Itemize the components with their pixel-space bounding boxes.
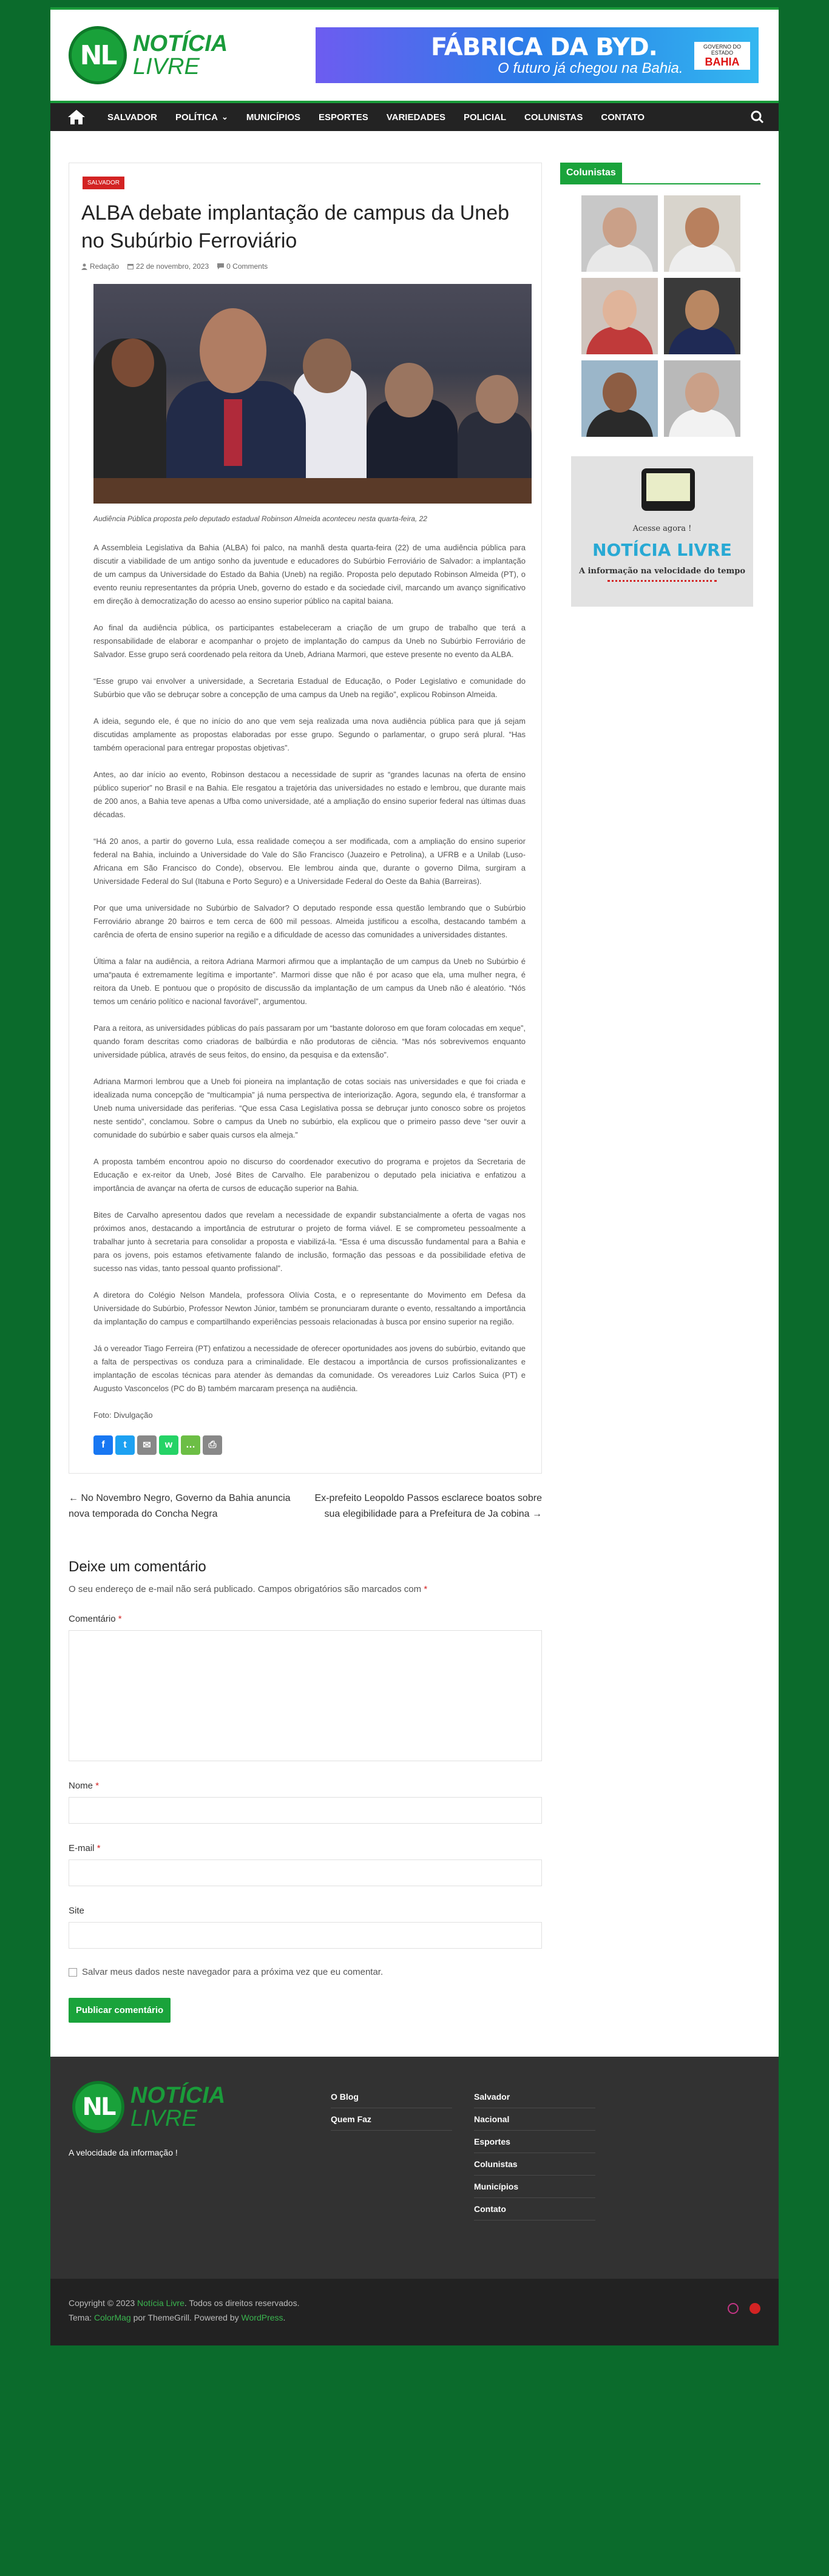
email-share-button[interactable]: ✉ bbox=[137, 1435, 157, 1455]
theme-prefix: Tema: bbox=[69, 2313, 92, 2322]
twitter-share-button[interactable]: t bbox=[115, 1435, 135, 1455]
name-label-text: Nome bbox=[69, 1781, 93, 1791]
main-area bbox=[50, 131, 779, 2023]
comment-heading: Deixe um comentário bbox=[69, 1559, 206, 1575]
required-asterisk: * bbox=[96, 1843, 101, 1853]
theme-link[interactable]: ColorMag bbox=[94, 2313, 131, 2322]
comment-form bbox=[69, 1559, 542, 2023]
comment-label bbox=[69, 1614, 542, 1624]
ad-line-1: Acesse agora ! bbox=[632, 524, 692, 533]
footer-tagline: A velocidade da informação ! bbox=[69, 2148, 178, 2157]
article-paragraph: “Há 20 anos, a partir do governo Lula, essa realidade começou a ser modificada, com a ampliação do ensino superior federal na Bahia, incluindo a Universidade do Vale do São Francisco (Juazeiro e Petrolina), a UFRB e a Unilab (Luso-Africana em São Francisco do Conde), observou. Ele lembrou ainda que, durante o governo Dilma, surgiram a Universidade Federal do Sul (Itabuna e Porto Seguro) e a Universidade Federal do Oeste da Bahia (Barreiras). bbox=[93, 837, 526, 886]
footer-link[interactable]: Salvador bbox=[474, 2086, 595, 2108]
nav-item-policial[interactable]: POLICIAL bbox=[463, 112, 506, 123]
site-label: Site bbox=[69, 1906, 84, 1916]
previous-post-link[interactable] bbox=[69, 1491, 305, 1522]
banner-badge bbox=[694, 42, 750, 70]
theme-middle: por ThemeGrill. Powered by bbox=[133, 2313, 239, 2322]
category-badge[interactable]: SALVADOR bbox=[83, 177, 124, 189]
author-name: Redação bbox=[90, 262, 120, 271]
comment-label-text: Comentário bbox=[69, 1614, 116, 1624]
photo-person-shape bbox=[303, 339, 351, 393]
footer-bottom-bar bbox=[50, 2279, 779, 2345]
photo-credit: Foto: Divulgação bbox=[93, 1411, 153, 1420]
required-asterisk: * bbox=[424, 1584, 428, 1594]
photo-person-shape bbox=[476, 375, 518, 423]
comment-note-text: O seu endereço de e-mail não será publicado. Campos obrigatórios são marcados com bbox=[69, 1584, 422, 1594]
site-input[interactable] bbox=[69, 1922, 542, 1949]
wordpress-link[interactable]: WordPress bbox=[241, 2313, 283, 2322]
name-input[interactable] bbox=[69, 1797, 542, 1824]
save-info-row bbox=[69, 1967, 542, 1977]
ad-line-2: NOTÍCIA LIVRE bbox=[592, 540, 732, 560]
instagram-icon[interactable] bbox=[728, 2303, 739, 2314]
nav-item-variedades[interactable]: VARIEDADES bbox=[386, 112, 445, 123]
copyright-line bbox=[69, 2296, 299, 2310]
article-paragraph: “Esse grupo vai envolver a universidade, a Secretaria Estadual de Educação, o Poder Legislativo e comunidade do Subúrbio que vão se debruçar sobre a concepção de uma campus da Uneb na região”, explicou Robinson Almeida. bbox=[93, 676, 526, 699]
header-top bbox=[50, 7, 779, 101]
nav-item-contato[interactable]: CONTATO bbox=[601, 112, 645, 123]
site-footer bbox=[50, 2057, 779, 2279]
search-icon[interactable] bbox=[748, 108, 766, 126]
footer-link[interactable]: Quem Faz bbox=[331, 2108, 452, 2131]
article-paragraph: A ideia, segundo ele, é que no início do ano que vem seja realizada uma nova audiência pública para que já sejam discutidas amplamente as propostas elaboradas por esse grupo. Segundo o parlamentar, o grupo será plural. “Has também operacional para entregar propostas objetivas”. bbox=[93, 716, 526, 752]
social-icons bbox=[728, 2303, 760, 2314]
copyright-prefix: Copyright © 2023 bbox=[69, 2298, 135, 2308]
submit-comment-button[interactable]: Publicar comentário bbox=[69, 1998, 171, 2023]
theme-end: . bbox=[283, 2313, 286, 2322]
next-post-title: Ex-prefeito Leopoldo Passos esclarece boatos sobre sua elegibilidade para a Prefeitura de Ja cobina bbox=[314, 1493, 542, 1519]
logo-line-2: LIVRE bbox=[133, 54, 200, 79]
article-paragraph: Antes, ao dar início ao evento, Robinson destacou a necessidade de suprir as “grandes lacunas na oferta de ensino público superior” no Brasil e na Bahia. Ele resgatou a trajetória das universidades no estado e lembrou, que durante mais de 200 anos, a Bahia teve apenas a Ufba como universidade, até a ampliação do ensino superior federal nas últimas duas décadas. bbox=[93, 770, 526, 819]
banner-headline: FÁBRICA DA BYD. bbox=[431, 33, 657, 61]
nav-item-politica[interactable] bbox=[175, 112, 228, 123]
article bbox=[69, 163, 542, 1474]
logo-line-1: NOTÍCIA bbox=[133, 31, 228, 56]
article-meta bbox=[81, 262, 526, 271]
comment-note bbox=[69, 1584, 542, 1594]
columnist-photo[interactable] bbox=[664, 360, 740, 437]
logo-badge: NL bbox=[69, 26, 127, 84]
header-ad-banner[interactable] bbox=[316, 27, 759, 83]
article-paragraph: Por que uma universidade no Subúrbio de Salvador? O deputado responde essa questão lembrando que o Subúrbio Ferroviário abrange 20 bairros e tem cerca de 600 mil pessoas. Almeida justificou a escolha, destacando também a carência de oferta de ensino superior na região e a dificuldade de acesso das comunidades a universidades distantes. bbox=[93, 903, 526, 939]
photo-caption: Audiência Pública proposta pelo deputado estadual Robinson Almeida aconteceu nesta quarta-feira, 22 bbox=[93, 514, 427, 523]
email-label-text: E-mail bbox=[69, 1843, 95, 1853]
print-share-button[interactable]: ⎙ bbox=[203, 1435, 222, 1455]
comment-icon bbox=[217, 263, 224, 269]
article-body bbox=[93, 541, 526, 1422]
footer-links-col-1 bbox=[331, 2086, 452, 2131]
ad-divider bbox=[607, 580, 717, 582]
photo-desk-shape bbox=[93, 478, 532, 504]
sms-share-button[interactable]: … bbox=[181, 1435, 200, 1455]
theme-line bbox=[69, 2310, 299, 2325]
footer-logo[interactable] bbox=[72, 2081, 225, 2133]
logo-badge: NL bbox=[72, 2081, 124, 2133]
footer-links-col-2 bbox=[474, 2086, 595, 2220]
article-paragraph: A Assembleia Legislativa da Bahia (ALBA) foi palco, na manhã desta quarta-feira (22) de uma audiência pública para discutir a viabilidade de um antigo sonho da juventude e educadores do Subúrbio Ferroviário de Salvador: a implantação de um campus da Universidade do Estado da Bahia (Uneb) na região. Proposta pelo deputado Robinson Almeida (PT), o evento reuniu representantes da própria Uneb, governo do estado e da sociedade civil, marcando um avanço significativo em direção à democratização do acesso ao ensino superior público na capital baiana. bbox=[93, 543, 526, 605]
youtube-icon[interactable] bbox=[749, 2303, 760, 2314]
columnist-photo[interactable] bbox=[664, 278, 740, 354]
main-nav bbox=[50, 101, 779, 131]
date-meta[interactable] bbox=[127, 262, 209, 271]
article-paragraph: A diretora do Colégio Nelson Mandela, professora Olívia Costa, e o representante do Movimento em Defesa da Universidade do Subúrbio, Professor Newton Júnior, também se pronunciaram durante o evento, ressaltando a importância da implantação do campus e compartilhando experiências pessoais relacionadas à busca por ensino superior na região. bbox=[93, 1290, 526, 1326]
nav-item-colunistas[interactable]: COLUNISTAS bbox=[524, 112, 583, 123]
banner-badge-top: GOVERNO DO ESTADO bbox=[703, 44, 741, 56]
footer-link[interactable]: Colunistas bbox=[474, 2153, 595, 2176]
widget-title: Colunistas bbox=[560, 163, 622, 183]
comment-count: 0 Comments bbox=[226, 262, 268, 271]
copyright-site-link[interactable]: Notícia Livre bbox=[137, 2298, 184, 2308]
logo-text bbox=[130, 2084, 225, 2130]
nav-item-esportes[interactable]: ESPORTES bbox=[319, 112, 368, 123]
monitor-icon bbox=[641, 468, 695, 511]
columnist-photo[interactable] bbox=[581, 195, 658, 272]
chevron-down-icon: ⌄ bbox=[221, 112, 228, 121]
calendar-icon bbox=[127, 263, 134, 269]
footer-link[interactable]: Nacional bbox=[474, 2108, 595, 2131]
logo-text bbox=[133, 32, 228, 78]
save-info-label: Salvar meus dados neste navegador para a próxima vez que eu comentar. bbox=[82, 1967, 384, 1977]
email-input[interactable] bbox=[69, 1860, 542, 1886]
logo-line-2: LIVRE bbox=[130, 2106, 197, 2131]
required-asterisk: * bbox=[95, 1781, 100, 1791]
article-paragraph: Adriana Marmori lembrou que a Uneb foi pioneira na implantação de cotas sociais nas universidades e que foi criada e idealizada numa concepção de “multicampia” já numa perspectiva de interiorização. Agora, segundo ela, é transformar a Uneb numa universidade das periferias. “Que essa Casa Legislativa possa se debruçar junto conosco sobre os projetos neste sentido”, conclamou. Sobre o campus da Uneb no subúrbio, ela explicou que o primeiro passo deve “ser ouvir a comunidade do subúrbio e saber quais cursos ela almeja.” bbox=[93, 1077, 526, 1139]
nav-item-politica-label: POLÍTICA bbox=[175, 112, 218, 123]
footer-link[interactable]: O Blog bbox=[331, 2086, 452, 2108]
whatsapp-share-button[interactable]: w bbox=[159, 1435, 178, 1455]
user-icon bbox=[81, 263, 87, 270]
sidebar-ad[interactable] bbox=[571, 456, 753, 607]
photo-person-shape bbox=[200, 308, 266, 393]
banner-subline: O futuro já chegou na Bahia. bbox=[498, 60, 683, 76]
article-paragraph: Ao final da audiência pública, os participantes estabeleceram a criação de um grupo de trabalho que terá a responsabilidade de elaborar e acompanhar o projeto de implantação do campus da Uneb no Subúrbio Ferroviário de Salvador. Esse grupo será coordenado pela reitora da Uneb, Adriana Marmori, que esteve presente no evento da ALBA. bbox=[93, 623, 526, 659]
facebook-share-button[interactable]: f bbox=[93, 1435, 113, 1455]
page bbox=[50, 7, 779, 2345]
next-post-link[interactable] bbox=[305, 1491, 542, 1522]
article-paragraph: Última a falar na audiência, a reitora Adriana Marmori afirmou que a implantação de um campus da Uneb no Subúrbio é uma“pauta é extremamente legítima e importante”. Marmori disse que não é por acaso que ela, uma mulher negra, é reitora da Uneb. E pontuou que o propósito de discussão da implantação de um campus da Uneb não é aleatório. “Nós temos um cenário político e nacional favorável”, argumentou. bbox=[93, 957, 526, 1006]
banner-badge-main: BAHIA bbox=[705, 56, 740, 68]
article-title: ALBA debate implantação de campus da Uneb no Subúrbio Ferroviário bbox=[81, 201, 510, 252]
photo-person-shape bbox=[112, 339, 154, 387]
article-paragraph: A proposta também encontrou apoio no discurso do coordenador executivo do programa e projetos da Secretaria de Educação e ex-reitor da Uneb, José Bites de Carvalho. Ele parabenizou o deputado pela iniciativa e enfatizou a importância de avançar na oferta de cursos de educação superior na Bahia. bbox=[93, 1157, 526, 1193]
email-label bbox=[69, 1843, 542, 1853]
article-paragraph: Já o vereador Tiago Ferreira (PT) enfatizou a necessidade de oferecer oportunidades aos jovens do subúrbio, evitando que a falta de perspectivas os conduza para a criminalidade. Ele destacou a importância de cursos profissionalizantes e implantação de escolas técnicas para atender às demandas da comunidade. Os vereadores Luiz Carlos Suica (PT) e Augusto Vasconcelos (PC do B) também marcaram presença na audiência. bbox=[93, 1344, 526, 1393]
nav-item-municipios[interactable]: MUNICÍPIOS bbox=[246, 112, 301, 123]
previous-post-title: No Novembro Negro, Governo da Bahia anuncia nova temporada do Concha Negra bbox=[69, 1493, 291, 1519]
share-buttons bbox=[93, 1435, 526, 1455]
save-info-checkbox[interactable] bbox=[69, 1968, 77, 1977]
post-date: 22 de novembro, 2023 bbox=[136, 262, 209, 271]
footer-link[interactable]: Municípios bbox=[474, 2176, 595, 2198]
post-navigation bbox=[69, 1491, 542, 1522]
arrow-left-icon: ← bbox=[69, 1493, 78, 1503]
copyright-suffix: . Todos os direitos reservados. bbox=[184, 2298, 300, 2308]
columnist-photo[interactable] bbox=[664, 195, 740, 272]
columnists-widget-header bbox=[560, 163, 760, 184]
comment-textarea[interactable] bbox=[69, 1630, 542, 1761]
nav-item-salvador[interactable]: SALVADOR bbox=[107, 112, 157, 123]
photo-tie-shape bbox=[224, 399, 242, 466]
required-asterisk: * bbox=[118, 1614, 122, 1624]
site-header bbox=[50, 7, 779, 131]
photo-person-shape bbox=[385, 363, 433, 417]
columnist-photo[interactable] bbox=[581, 360, 658, 437]
featured-photo bbox=[93, 284, 532, 504]
footer-credits bbox=[69, 2296, 299, 2325]
columnist-photo[interactable] bbox=[581, 278, 658, 354]
main-content bbox=[69, 163, 542, 2023]
name-label bbox=[69, 1781, 542, 1791]
columnists-grid bbox=[560, 184, 760, 437]
site-logo[interactable] bbox=[69, 26, 228, 84]
logo-line-1: NOTÍCIA bbox=[130, 2083, 226, 2108]
footer-link[interactable]: Esportes bbox=[474, 2131, 595, 2153]
home-icon[interactable] bbox=[67, 108, 89, 126]
comments-meta[interactable] bbox=[217, 262, 268, 271]
author-meta[interactable] bbox=[81, 262, 119, 271]
sidebar bbox=[560, 163, 760, 2023]
article-paragraph: Bites de Carvalho apresentou dados que revelam a necessidade de expandir substancialmente a oferta de vagas nos próximos anos, destacando a importância de estruturar o projeto de forma viável. E se comprometeu pessoalmente a trabalhar junto à secretaria para consolidar a proposta e viabilizá-la. “Essa é uma discussão fundamental para a Bahia e para os jovens, pois estamos efetivamente falando de inclusão, formação das pessoas e da possibilidade efetiva de sucesso nas vidas, tanto pessoal quanto profissional”. bbox=[93, 1210, 526, 1273]
article-paragraph: Para a reitora, as universidades públicas do país passaram por um “bastante doloroso em que foram colocadas em xeque”, quando foram descritas como criadoras de balbúrdia e não produtoras de ciência. “Mas nós sobrevivemos enquanto universidade pública, através de seus feitos, do ensino, da pesquisa e da extensão”. bbox=[93, 1023, 526, 1059]
ad-line-3: A informação na velocidade do tempo bbox=[579, 567, 745, 576]
arrow-right-icon: → bbox=[532, 1509, 542, 1519]
footer-link[interactable]: Contato bbox=[474, 2198, 595, 2220]
